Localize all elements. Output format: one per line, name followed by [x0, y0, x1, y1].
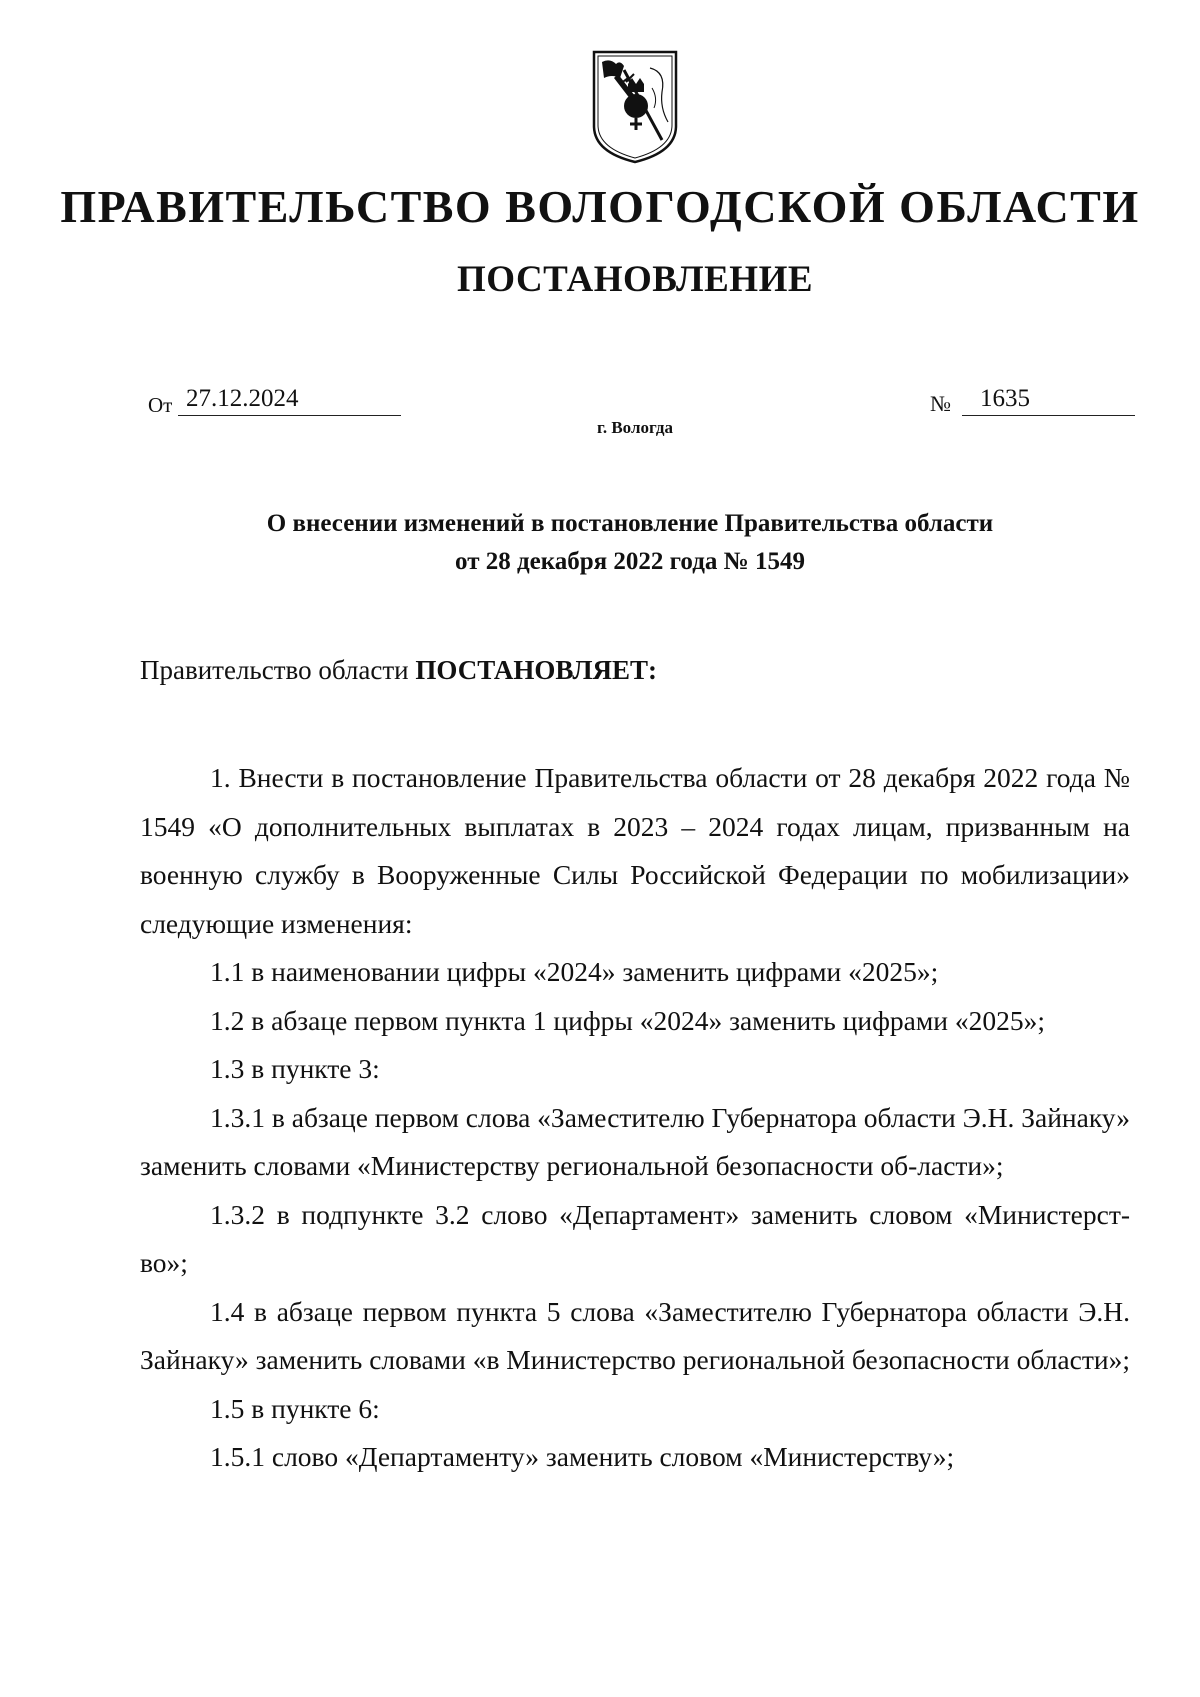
document-date: 27.12.2024 [178, 383, 401, 416]
date-label: От [148, 393, 173, 417]
document-type: ПОСТАНОВЛЕНИЕ [456, 259, 814, 300]
paragraph: 1.3.2 в подпункте 3.2 слово «Департамент» заменить словом «Министерст-во»; [140, 1198, 1130, 1278]
resolution-intro [140, 655, 657, 686]
document-body [140, 754, 1130, 1482]
document-number: 1635 [962, 383, 1135, 416]
number-label: № [930, 391, 951, 416]
document-subject [140, 505, 1120, 581]
intro-verb: ПОСТАНОВЛЯЕТ: [415, 655, 657, 685]
paragraph: 1.1 в наименовании цифры «2024» заменить цифрами «2025»; [210, 956, 939, 987]
paragraph: 1.5.1 слово «Департаменту» заменить словом «Министерству»; [210, 1441, 955, 1472]
subject-line-1: О внесении изменений в постановление Правительства области [266, 510, 994, 537]
subject-line-2: от 28 декабря 2022 года № 1549 [455, 548, 805, 575]
paragraph: 1.5 в пункте 6: [210, 1392, 380, 1424]
paragraph: 1.2 в абзаце первом пункта 1 цифры «2024» заменить цифрами «2025»; [210, 1004, 1046, 1036]
city: г. Вологда [597, 418, 673, 437]
vologda-coat-of-arms-icon [590, 48, 680, 164]
intro-prefix: Правительство области [140, 655, 409, 685]
paragraph: 1.3.1 в абзаце первом слова «Заместителю Губернатора области Э.Н. Зайнаку» заменить словами «Министерству региональной безопасности об-ласти»; [140, 1101, 1130, 1181]
paragraph: 1.4 в абзаце первом пункта 5 слова «Заместителю Губернатора области Э.Н. Зайнаку» заменить словами «в Министерство региональной безопасности области»; [140, 1295, 1130, 1375]
organization-title: ПРАВИТЕЛЬСТВО ВОЛОГОДСКОЙ ОБЛАСТИ [60, 181, 1140, 232]
paragraph: 1.3 в пункте 3: [210, 1053, 380, 1084]
paragraph: 1. Внести в постановление Правительства области от 28 декабря 2022 года № 1549 «О дополнительных выплатах в 2023 – 2024 годах лицам, призванным на военную службу в Вооруженные Силы Российской Федерации по мобилизации» следующие изменения: [140, 762, 1130, 939]
